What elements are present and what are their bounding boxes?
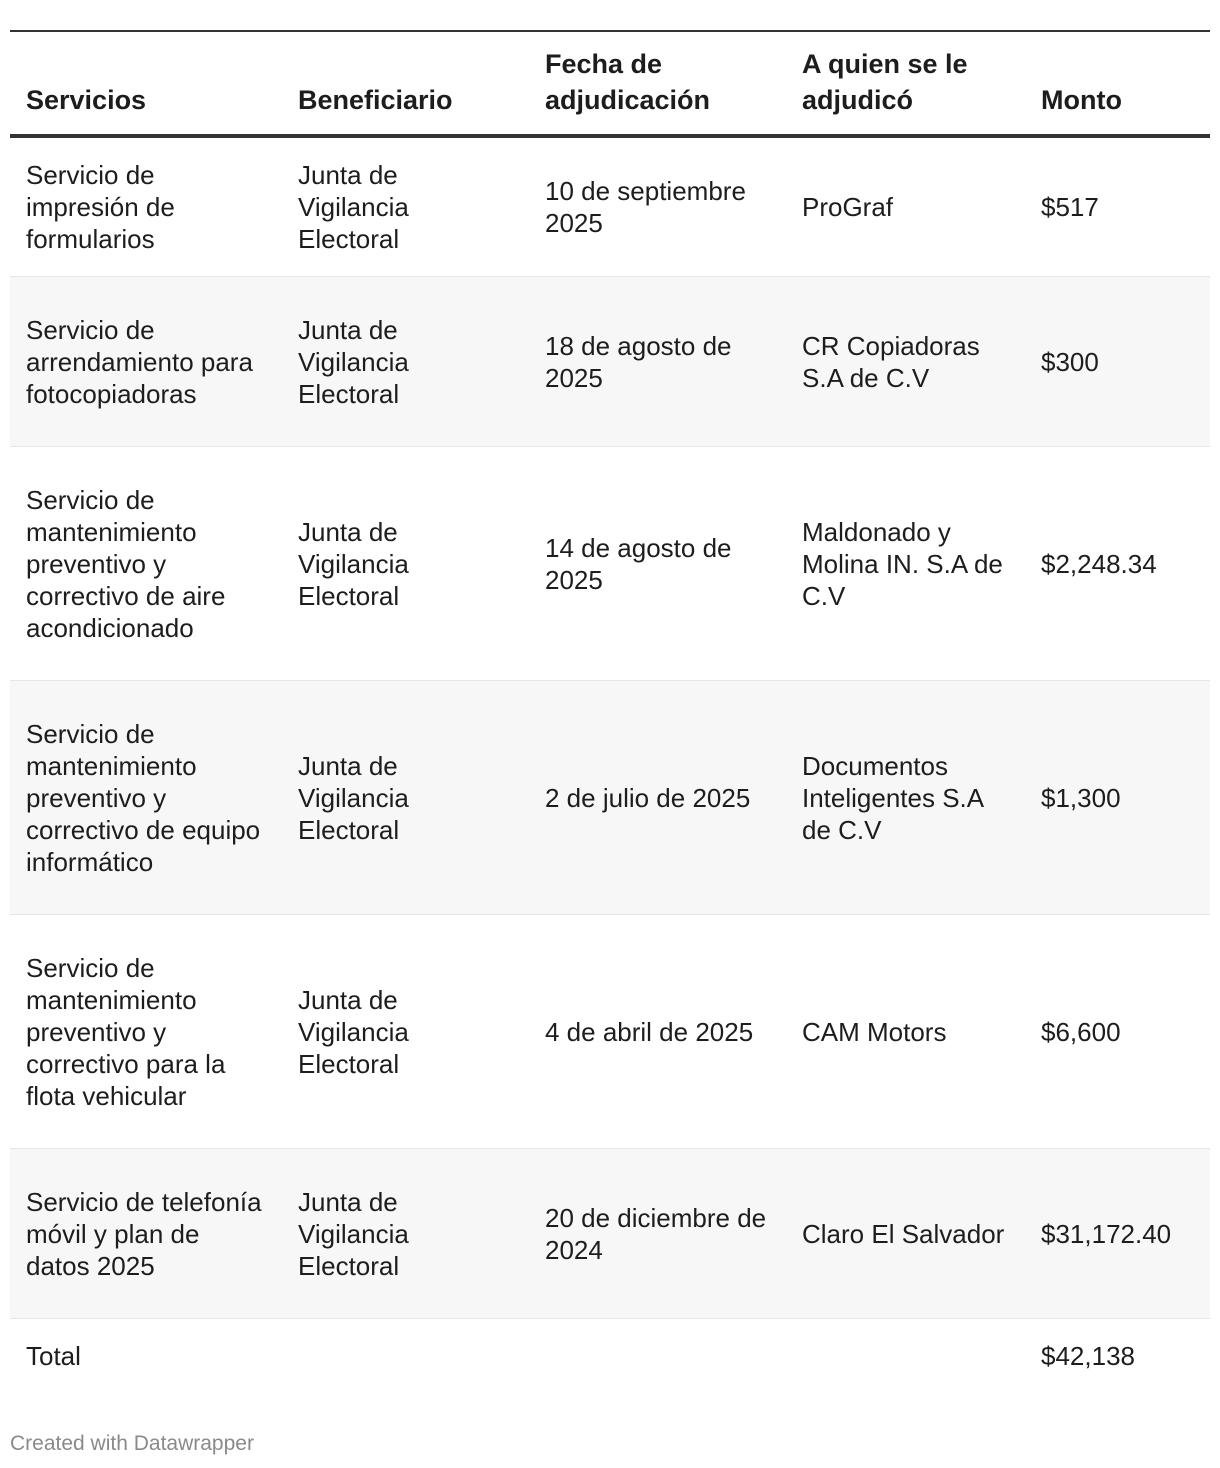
cell-adjudicado: ProGraf (786, 136, 1025, 277)
header-adjudicado[interactable]: A quien se le adjudicó (786, 31, 1025, 136)
cell-monto: $2,248.34 (1025, 447, 1210, 681)
cell-fecha: 10 de septiembre 2025 (529, 136, 786, 277)
cell-fecha: 2 de julio de 2025 (529, 681, 786, 915)
cell-beneficiario: Junta de Vigilancia Electoral (282, 277, 529, 447)
table-row (10, 915, 1210, 1149)
cell-adjudicado: CAM Motors (786, 915, 1025, 1149)
cell-monto: $31,172.40 (1025, 1149, 1210, 1319)
cell-beneficiario: Junta de Vigilancia Electoral (282, 136, 529, 277)
table-row (10, 277, 1210, 447)
total-empty-cell (529, 1319, 786, 1394)
total-empty-cell (282, 1319, 529, 1394)
contracts-table (10, 30, 1210, 1393)
cell-beneficiario: Junta de Vigilancia Electoral (282, 915, 529, 1149)
cell-servicio: Servicio de impresión de formularios (10, 136, 282, 277)
cell-beneficiario: Junta de Vigilancia Electoral (282, 447, 529, 681)
cell-beneficiario: Junta de Vigilancia Electoral (282, 681, 529, 915)
total-empty-cell (786, 1319, 1025, 1394)
cell-beneficiario: Junta de Vigilancia Electoral (282, 1149, 529, 1319)
cell-monto: $1,300 (1025, 681, 1210, 915)
table-row (10, 1149, 1210, 1319)
cell-monto: $517 (1025, 136, 1210, 277)
cell-adjudicado: CR Copiadoras S.A de C.V (786, 277, 1025, 447)
cell-fecha: 4 de abril de 2025 (529, 915, 786, 1149)
cell-servicio: Servicio de mantenimiento preventivo y correctivo para la flota vehicular (10, 915, 282, 1149)
header-monto[interactable]: Monto (1025, 31, 1210, 136)
cell-adjudicado: Documentos Inteligentes S.A de C.V (786, 681, 1025, 915)
datawrapper-credit[interactable]: Created with Datawrapper (10, 1432, 254, 1455)
header-row (10, 31, 1210, 136)
table-body (10, 136, 1210, 1393)
table-row (10, 681, 1210, 915)
table-row (10, 447, 1210, 681)
cell-servicio: Servicio de telefonía móvil y plan de datos 2025 (10, 1149, 282, 1319)
cell-monto: $300 (1025, 277, 1210, 447)
cell-fecha: 14 de agosto de 2025 (529, 447, 786, 681)
cell-fecha: 18 de agosto de 2025 (529, 277, 786, 447)
header-fecha[interactable]: Fecha de adjudicación (529, 31, 786, 136)
cell-fecha: 20 de diciembre de 2024 (529, 1149, 786, 1319)
header-servicios[interactable]: Servicios (10, 31, 282, 136)
cell-servicio: Servicio de mantenimiento preventivo y correctivo de aire acondicionado (10, 447, 282, 681)
total-label: Total (10, 1319, 282, 1394)
cell-adjudicado: Claro El Salvador (786, 1149, 1025, 1319)
cell-adjudicado: Maldonado y Molina IN. S.A de C.V (786, 447, 1025, 681)
table-header (10, 31, 1210, 136)
cell-servicio: Servicio de arrendamiento para fotocopiadoras (10, 277, 282, 447)
contracts-table-container (10, 30, 1210, 1393)
header-beneficiario[interactable]: Beneficiario (282, 31, 529, 136)
cell-servicio: Servicio de mantenimiento preventivo y correctivo de equipo informático (10, 681, 282, 915)
table-row (10, 136, 1210, 277)
total-amount: $42,138 (1025, 1319, 1210, 1394)
total-row (10, 1319, 1210, 1394)
cell-monto: $6,600 (1025, 915, 1210, 1149)
